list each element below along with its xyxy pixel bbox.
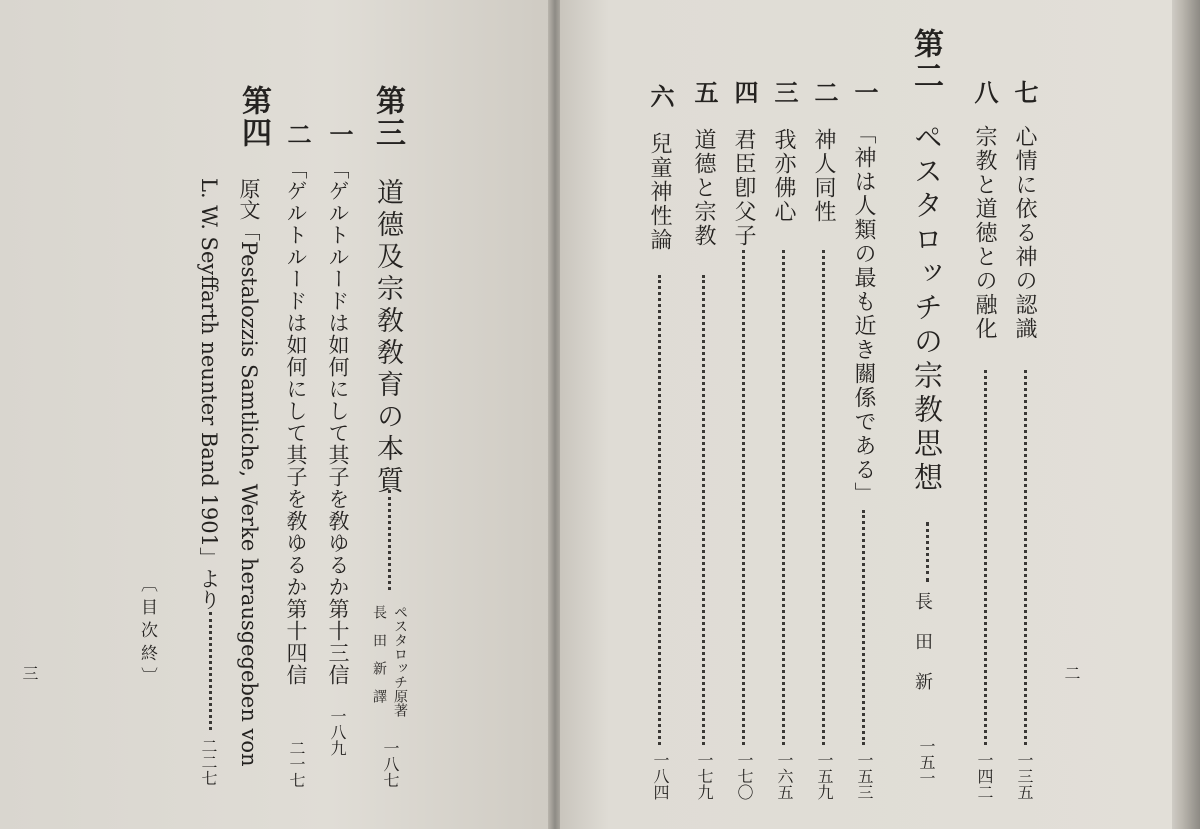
- right-section-2-leader: [822, 250, 825, 745]
- right-section-6-leader: [658, 275, 661, 745]
- right-section-4-text: 君臣卽父子: [731, 128, 756, 248]
- right-section-4-number: 四: [730, 80, 759, 106]
- toc-end-mark: 〔目次終〕: [137, 575, 157, 690]
- left-section-2-text: 「ゲルトルードは如何にして其子を敎ゆるか第十四信: [284, 158, 308, 686]
- right-section-1-text: 「神は人類の最も近き關係である」: [851, 122, 876, 506]
- right-section-1-page: 一五三: [855, 752, 874, 800]
- left-page-folio: 三: [20, 665, 39, 681]
- right-section-6-page: 一八四: [651, 752, 670, 800]
- left-page: [0, 0, 552, 829]
- right-section-3-page: 一六五: [775, 752, 794, 800]
- chapter4-page: 二二七: [199, 738, 218, 786]
- right-section-2-number: 二: [810, 80, 839, 106]
- right-entry-8-text: 宗教と道徳との融化: [972, 125, 997, 341]
- chapter2-title: ペスタロッチの宗教思想: [910, 122, 944, 496]
- right-section-4-page: 一七〇: [735, 752, 754, 800]
- left-section-1-number: 一: [325, 122, 354, 148]
- page-edge-shadow: [1172, 0, 1200, 829]
- chapter3-title: 道德及宗敎敎育の本質: [372, 178, 403, 498]
- right-entry-7-leader: [1024, 370, 1027, 745]
- chapter2-author: 長田新: [912, 592, 933, 712]
- chapter2-number: 第二: [908, 28, 943, 92]
- chapter3-number: 第三: [370, 85, 405, 149]
- left-section-1-page: 一八九: [328, 708, 347, 756]
- chapter2-page: 一五一: [917, 738, 936, 786]
- right-section-3-leader: [782, 250, 785, 745]
- right-section-1-leader: [862, 510, 865, 745]
- chapter4-line2: L. W. Seyffarth neunter Band 1901」より: [197, 178, 221, 610]
- right-section-3-text: 我亦佛心: [771, 128, 796, 224]
- chapter4-number: 第四: [236, 85, 271, 149]
- right-entry-8-leader: [984, 370, 987, 745]
- right-entry-7-number: 七: [1010, 80, 1039, 106]
- left-section-1-text: 「ゲルトルードは如何にして其子を敎ゆるか第十三信: [326, 158, 350, 686]
- chapter2-leader: [926, 522, 929, 582]
- chapter4-line1: 原文「Pestalozzis Samtliche, Werke herausgegeben von: [237, 178, 261, 767]
- chapter3-author-line2: 長田新譯: [371, 605, 387, 717]
- right-page-folio: 二: [1062, 665, 1081, 681]
- right-entry-8-page: 一四二: [975, 752, 994, 800]
- right-entry-8-number: 八: [970, 80, 999, 106]
- right-section-5-text: 道德と宗教: [691, 128, 716, 248]
- right-entry-7-page: 一三五: [1015, 752, 1034, 800]
- chapter4-leader: [209, 612, 212, 730]
- chapter3-author-line1: ペスタロッチ原著: [392, 605, 408, 717]
- right-section-2-text: 神人同性: [811, 128, 836, 224]
- right-section-5-leader: [702, 275, 705, 745]
- left-section-2-number: 二: [283, 122, 312, 148]
- right-section-5-number: 五: [690, 80, 719, 106]
- right-section-3-number: 三: [770, 80, 799, 106]
- right-section-5-page: 一七九: [695, 752, 714, 800]
- right-section-6-number: 六: [646, 84, 675, 110]
- right-section-4-leader: [742, 250, 745, 745]
- right-section-1-number: 一: [850, 80, 879, 106]
- right-section-2-page: 一五九: [815, 752, 834, 800]
- right-entry-7-text: 心情に依る神の認識: [1012, 125, 1037, 341]
- right-section-6-text: 兒童神性論: [647, 132, 672, 252]
- chapter3-page: 一八七: [381, 740, 400, 788]
- left-section-2-page: 二一七: [287, 740, 306, 788]
- right-page: [560, 0, 1172, 829]
- chapter3-leader: [388, 490, 391, 590]
